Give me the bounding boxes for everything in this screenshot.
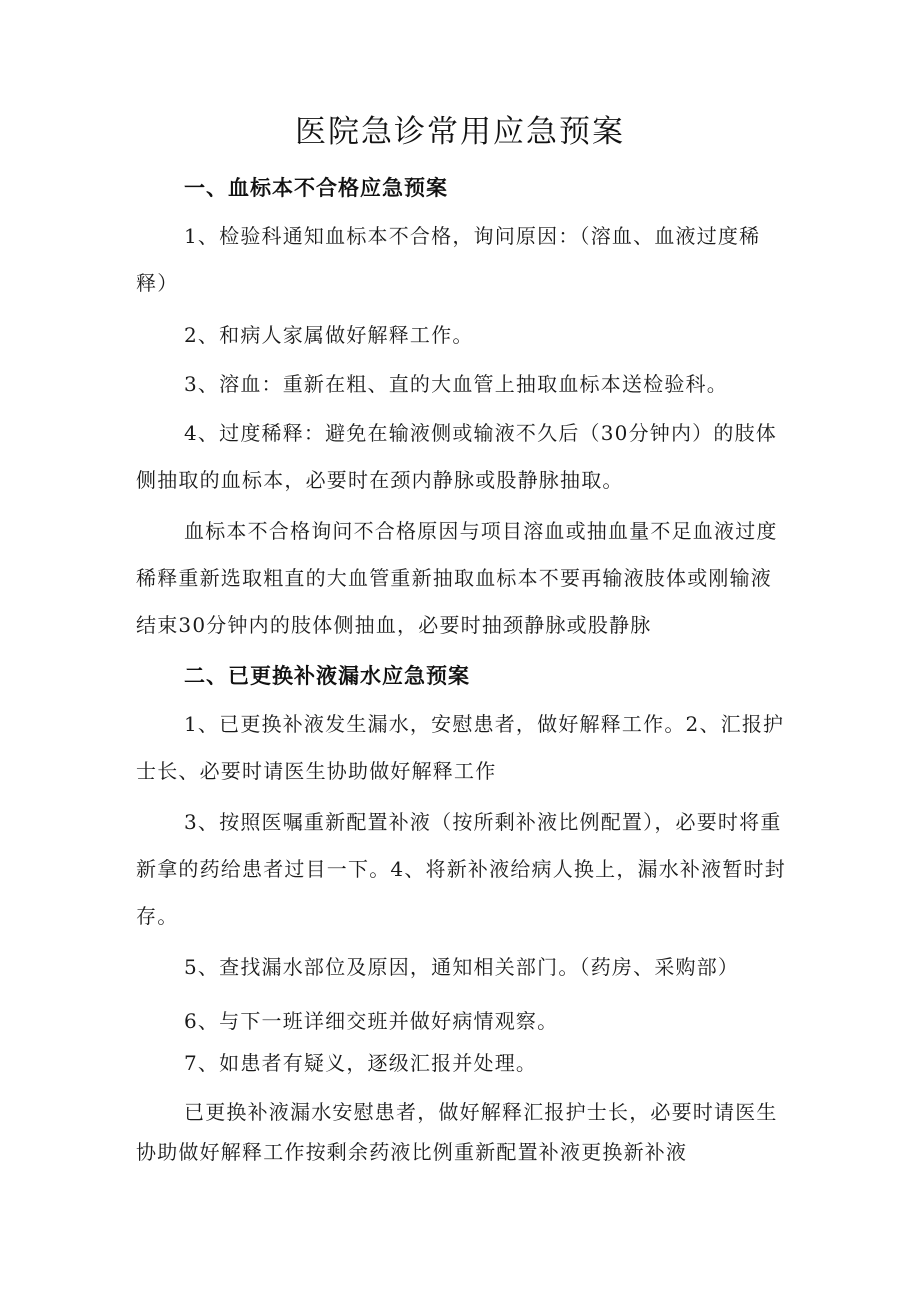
paragraph-text: 2、和病人家属做好解释工作。 bbox=[184, 323, 474, 347]
paragraph bbox=[136, 213, 792, 307]
paragraph bbox=[136, 410, 792, 504]
paragraph bbox=[136, 799, 792, 940]
paragraph-text: 3、溶血：重新在粗、直的大血管上抽取血标本送检验科。 bbox=[184, 372, 728, 396]
summary-text: 血标本不合格询问不合格原因与项目溶血或抽血量不足血液过度稀释重新选取粗直的大血管重新抽取血标本不要再输液肢体或刚输液结束30分钟内的肢体侧抽血，必要时抽颈静脉或股静脉 bbox=[136, 519, 778, 637]
document-title: 医院急诊常用应急预案 bbox=[295, 114, 625, 150]
paragraph bbox=[136, 508, 792, 649]
summary-text: 已更换补液漏水安慰患者，做好解释汇报护士长，必要时请医生协助做好解释工作按剩余药液比例重新配置补液更换新补液 bbox=[136, 1100, 778, 1164]
paragraph-text: 1、已更换补液发生漏水，安慰患者，做好解释工作。2、汇报护士长、必要时请医生协助做好解释工作 bbox=[136, 712, 785, 783]
section-heading-blood-sample: 一、血标本不合格应急预案 bbox=[184, 176, 448, 200]
paragraph-text: 1、检验科通知血标本不合格，询问原因：（溶血、血液过度稀释） bbox=[136, 224, 761, 295]
paragraph bbox=[136, 701, 792, 795]
paragraph-text: 3、按照医嘱重新配置补液（按所剩补液比例配置），必要时将重新拿的药给患者过目一下。4、将新补液给病人换上，漏水补液暂时封存。 bbox=[136, 810, 786, 928]
paragraph-text: 4、过度稀释：避免在输液侧或输液不久后（30分钟内）的肢体侧抽取的血标本，必要时在颈内静脉或股静脉抽取。 bbox=[136, 421, 777, 492]
paragraph bbox=[136, 1092, 792, 1172]
section-heading-infusion-leak: 二、已更换补液漏水应急预案 bbox=[184, 664, 470, 688]
paragraph-text: 7、如患者有疑义，逐级汇报并处理。 bbox=[184, 1051, 538, 1075]
paragraph-text: 5、查找漏水部位及原因，通知相关部门。（药房、采购部） bbox=[184, 955, 740, 979]
paragraph-text: 6、与下一班详细交班并做好病情观察。 bbox=[184, 1009, 559, 1033]
